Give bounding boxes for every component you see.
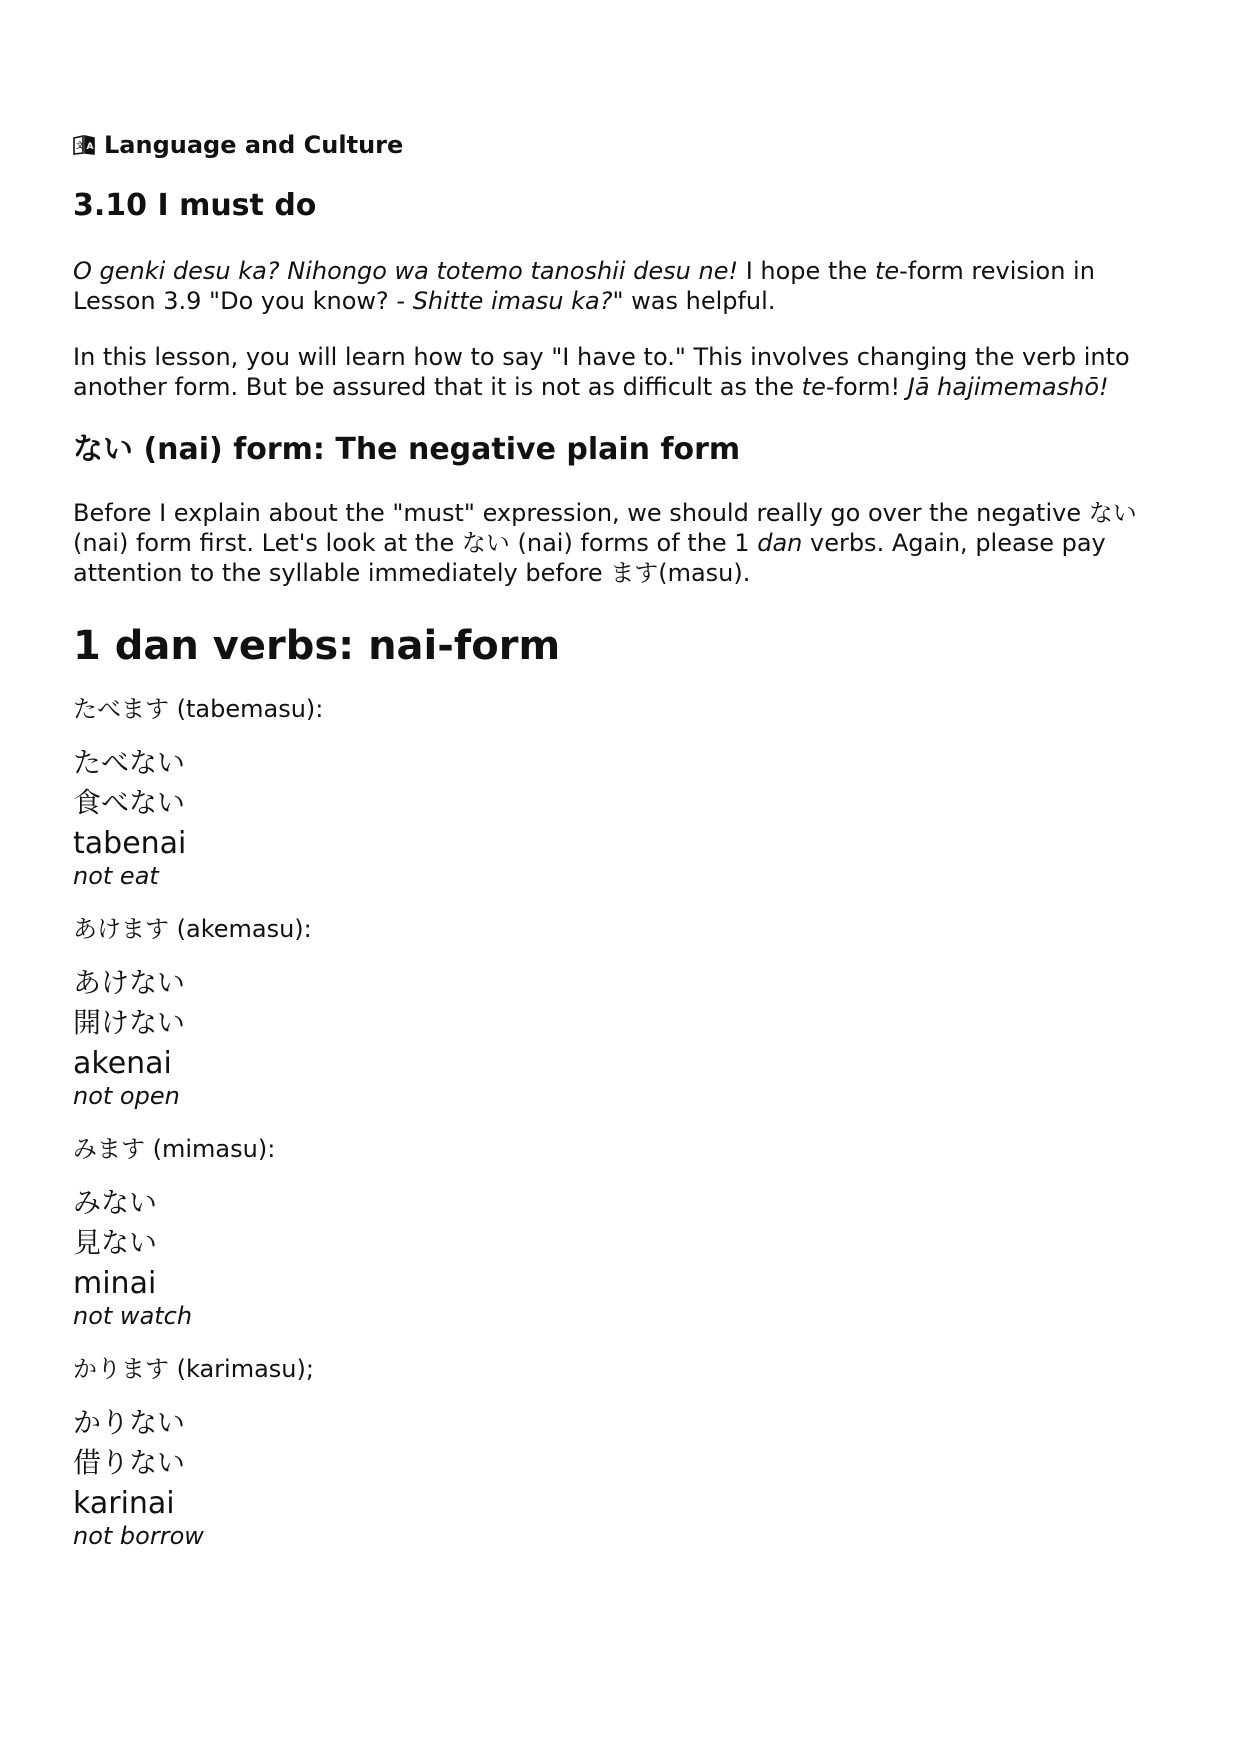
intro1-text-b: -form revision in Lesson 3.9 "Do you know? - bbox=[73, 257, 1095, 315]
intro-paragraph-2 bbox=[73, 342, 1167, 402]
verb-masu-form: たべます (tabemasu): bbox=[73, 695, 324, 723]
intro1-italic-te: te bbox=[874, 257, 900, 285]
verb-list bbox=[73, 694, 1167, 1550]
verb-masu-form: みます (mimasu): bbox=[73, 1135, 276, 1163]
verb-entry bbox=[73, 914, 1167, 1110]
intro3-italic-dan: dan bbox=[757, 529, 803, 557]
verb-nai-romaji: tabenai bbox=[73, 826, 187, 861]
intro2-italic-te: te bbox=[801, 373, 826, 401]
intro1-text-a: I hope the bbox=[738, 257, 875, 285]
verbs-heading: 1 dan verbs: nai-form bbox=[73, 623, 561, 669]
verb-meaning: not borrow bbox=[73, 1522, 204, 1550]
intro2-text-b: -form! bbox=[825, 373, 908, 401]
intro-paragraph-3 bbox=[73, 498, 1167, 588]
verb-meaning: not eat bbox=[73, 862, 159, 890]
section-label bbox=[73, 130, 1167, 160]
intro2-text-a: In this lesson, you will learn how to say "I have to." This involves changing the verb into another form. But be assured that it is not as difficult as the bbox=[73, 343, 1130, 401]
verb-nai-kanji: 借りない bbox=[73, 1446, 186, 1479]
svg-text:A: A bbox=[86, 142, 94, 152]
lesson-title: 3.10 I must do bbox=[73, 188, 317, 223]
svg-text:文: 文 bbox=[76, 141, 84, 150]
verb-masu-form: かります (karimasu); bbox=[73, 1355, 314, 1383]
verb-masu-form: あけます (akemasu): bbox=[73, 915, 312, 943]
verb-nai-kanji: 見ない bbox=[73, 1226, 158, 1259]
intro3-text-a: Before I explain about the "must" expression, we should really go over the negative ない (nai) form first. Let's look at the ない (nai) forms of the 1 bbox=[73, 499, 1137, 557]
verb-meaning: not open bbox=[73, 1082, 180, 1110]
verb-nai-kanji: 開けない bbox=[73, 1006, 186, 1039]
verb-entry bbox=[73, 694, 1167, 890]
nai-form-subheading: ない (nai) form: The negative plain form bbox=[73, 432, 741, 467]
verb-nai-kana: みない bbox=[73, 1186, 158, 1219]
intro1-italic-greeting: O genki desu ka? Nihongo wa totemo tanoshii desu ne! bbox=[73, 257, 739, 285]
book-icon bbox=[73, 134, 95, 156]
verb-entry bbox=[73, 1354, 1167, 1550]
verb-nai-kana: かりない bbox=[73, 1406, 186, 1439]
verb-nai-romaji: karinai bbox=[73, 1486, 175, 1521]
intro1-italic-shitte: Shitte imasu ka? bbox=[412, 287, 613, 315]
verb-meaning: not watch bbox=[73, 1302, 193, 1330]
intro2-italic-closing: Jā hajimemashō! bbox=[907, 373, 1109, 401]
verb-nai-romaji: akenai bbox=[73, 1046, 172, 1081]
intro-paragraph-1 bbox=[73, 256, 1167, 316]
verb-entry bbox=[73, 1134, 1167, 1330]
verb-nai-romaji: minai bbox=[73, 1266, 157, 1301]
verb-nai-kana: あけない bbox=[73, 966, 186, 999]
intro3-text-b: verbs. Again, please pay attention to the syllable immediately before ます(masu). bbox=[73, 529, 1106, 587]
intro1-text-c: " was helpful. bbox=[612, 287, 776, 315]
verb-nai-kana: たべない bbox=[73, 746, 186, 779]
verb-nai-kanji: 食べない bbox=[73, 786, 186, 819]
section-label-text: Language and Culture bbox=[104, 131, 404, 159]
